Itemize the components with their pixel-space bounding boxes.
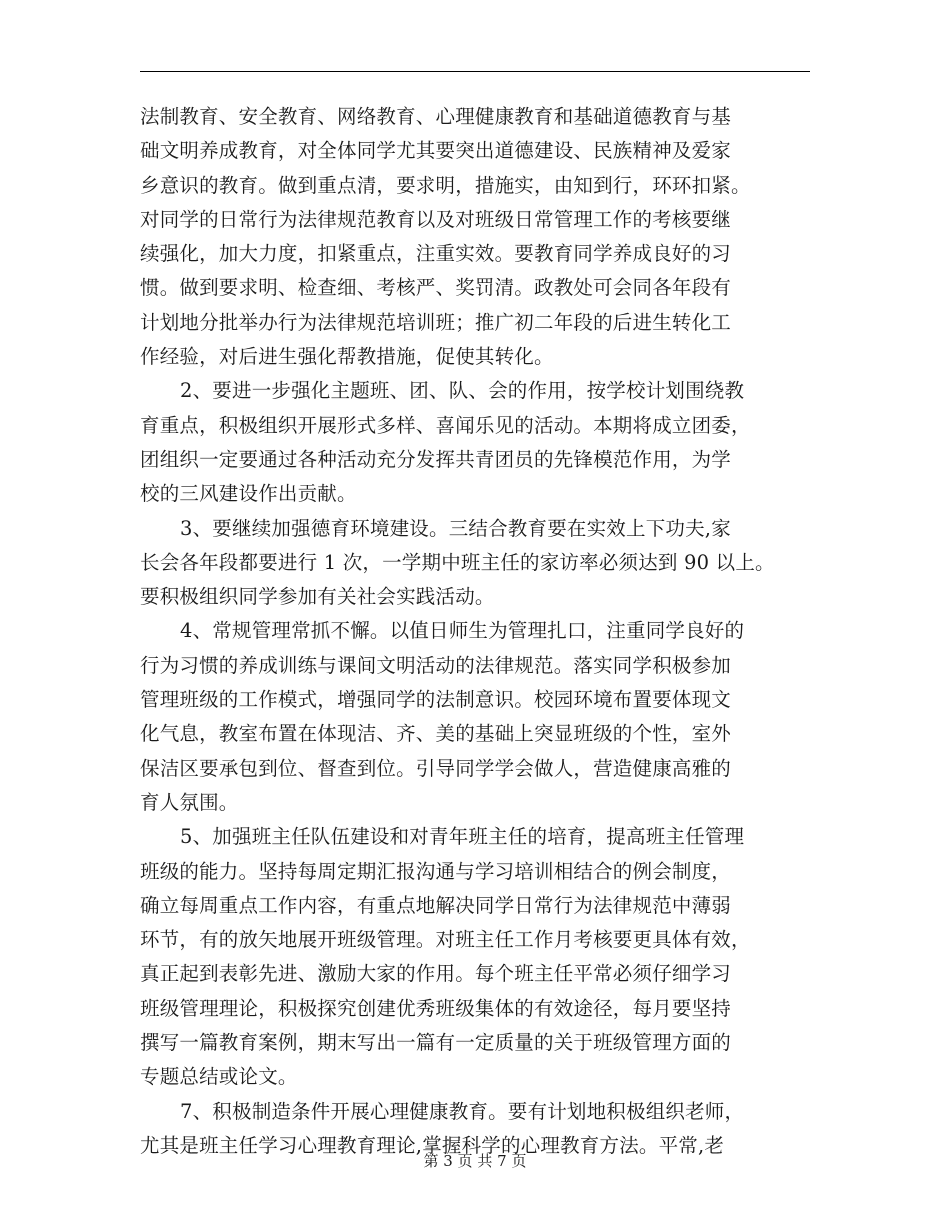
text-line: 环节，有的放矢地展开班级管理。对班主任工作月考核要更具体有效， xyxy=(140,928,751,952)
text-line: 保洁区要承包到位、督查到位。引导同学学会做人，营造健康高雅的 xyxy=(140,756,732,780)
text-line: 础文明养成教育，对全体同学尤其要突出道德建设、民族精神及爱家 xyxy=(140,139,732,163)
text-line: 班级的能力。坚持每周定期汇报沟通与学习培训相结合的例会制度， xyxy=(140,859,732,883)
page-number: 第 3 页 共 7 页 xyxy=(423,1152,527,1170)
text-line: 团组织一定要通过各种活动充分发挥共青团员的先锋模范作用，为学 xyxy=(140,447,732,471)
document-body xyxy=(140,100,812,1163)
text-line: 育重点，积极组织开展形式多样、喜闻乐见的活动。本期将成立团委， xyxy=(140,413,751,437)
text-line: 确立每周重点工作内容，有重点地解决同学日常行为法律规范中薄弱 xyxy=(140,893,732,917)
header-rule xyxy=(140,71,810,72)
paragraph-first-line: 5、加强班主任队伍建设和对青年班主任的培育，提高班主任管理 xyxy=(180,825,745,849)
text-line: 计划地分批举办行为法律规范培训班；推广初二年段的后进生转化工 xyxy=(140,310,732,334)
text-line: 撰写一篇教育案例，期末写出一篇有一定质量的关于班级管理方面的 xyxy=(140,1031,732,1055)
text-line: 真正起到表彰先进、激励大家的作用。每个班主任平常必须仔细学习 xyxy=(140,962,732,986)
text-line: 尤其是班主任学习心理教育理论,掌握科学的心理教育方法。平常,老 xyxy=(140,1133,725,1157)
text-line: 化气息，教室布置在体现洁、齐、美的基础上突显班级的个性，室外 xyxy=(140,722,732,746)
text-line: 乡意识的教育。做到重点清，要求明，措施实，由知到行，环环扣紧。 xyxy=(140,173,751,197)
text-line: 班级管理理论，积极探究创建优秀班级集体的有效途径，每月要坚持 xyxy=(140,996,732,1020)
text-line: 校的三风建设作出贡献。 xyxy=(140,482,357,506)
paragraph-first-line: 2、要进一步强化主题班、团、队、会的作用，按学校计划围绕教 xyxy=(180,379,745,403)
text-line: 专题总结或论文。 xyxy=(140,1065,298,1089)
text-line: 法制教育、安全教育、网络教育、心理健康教育和基础道德教育与基 xyxy=(140,105,732,128)
text-line: 惯。做到要求明、检查细、考核严、奖罚清。政教处可会同各年段有 xyxy=(140,276,732,300)
text-line: 育人氛围。 xyxy=(140,790,239,814)
text-line: 作经验，对后进生强化帮教措施，促使其转化。 xyxy=(140,345,554,369)
text-line: 长会各年段都要进行 1 次，一学期中班主任的家访率必须达到 90 以上。 xyxy=(140,550,775,574)
text-line: 对同学的日常行为法律规范教育以及对班级日常管理工作的考核要继 xyxy=(140,207,732,231)
paragraph-first-line: 7、积极制造条件开展心理健康教育。要有计划地积极组织老师， xyxy=(180,1099,745,1123)
text-line: 要积极组织同学参加有关社会实践活动。 xyxy=(140,585,495,609)
text-line: 管理班级的工作模式，增强同学的法制意识。校园环境布置要体现文 xyxy=(140,688,732,712)
text-line: 续强化，加大力度，扣紧重点，注重实效。要教育同学养成良好的习 xyxy=(140,242,732,266)
paragraph-first-line: 3、要继续加强德育环境建设。三结合教育要在实效上下功夫,家 xyxy=(180,516,731,540)
paragraph-first-line: 4、常规管理常抓不懈。以值日师生为管理扎口，注重同学良好的 xyxy=(180,619,745,643)
text-line: 行为习惯的养成训练与课间文明活动的法律规范。落实同学积极参加 xyxy=(140,653,732,677)
